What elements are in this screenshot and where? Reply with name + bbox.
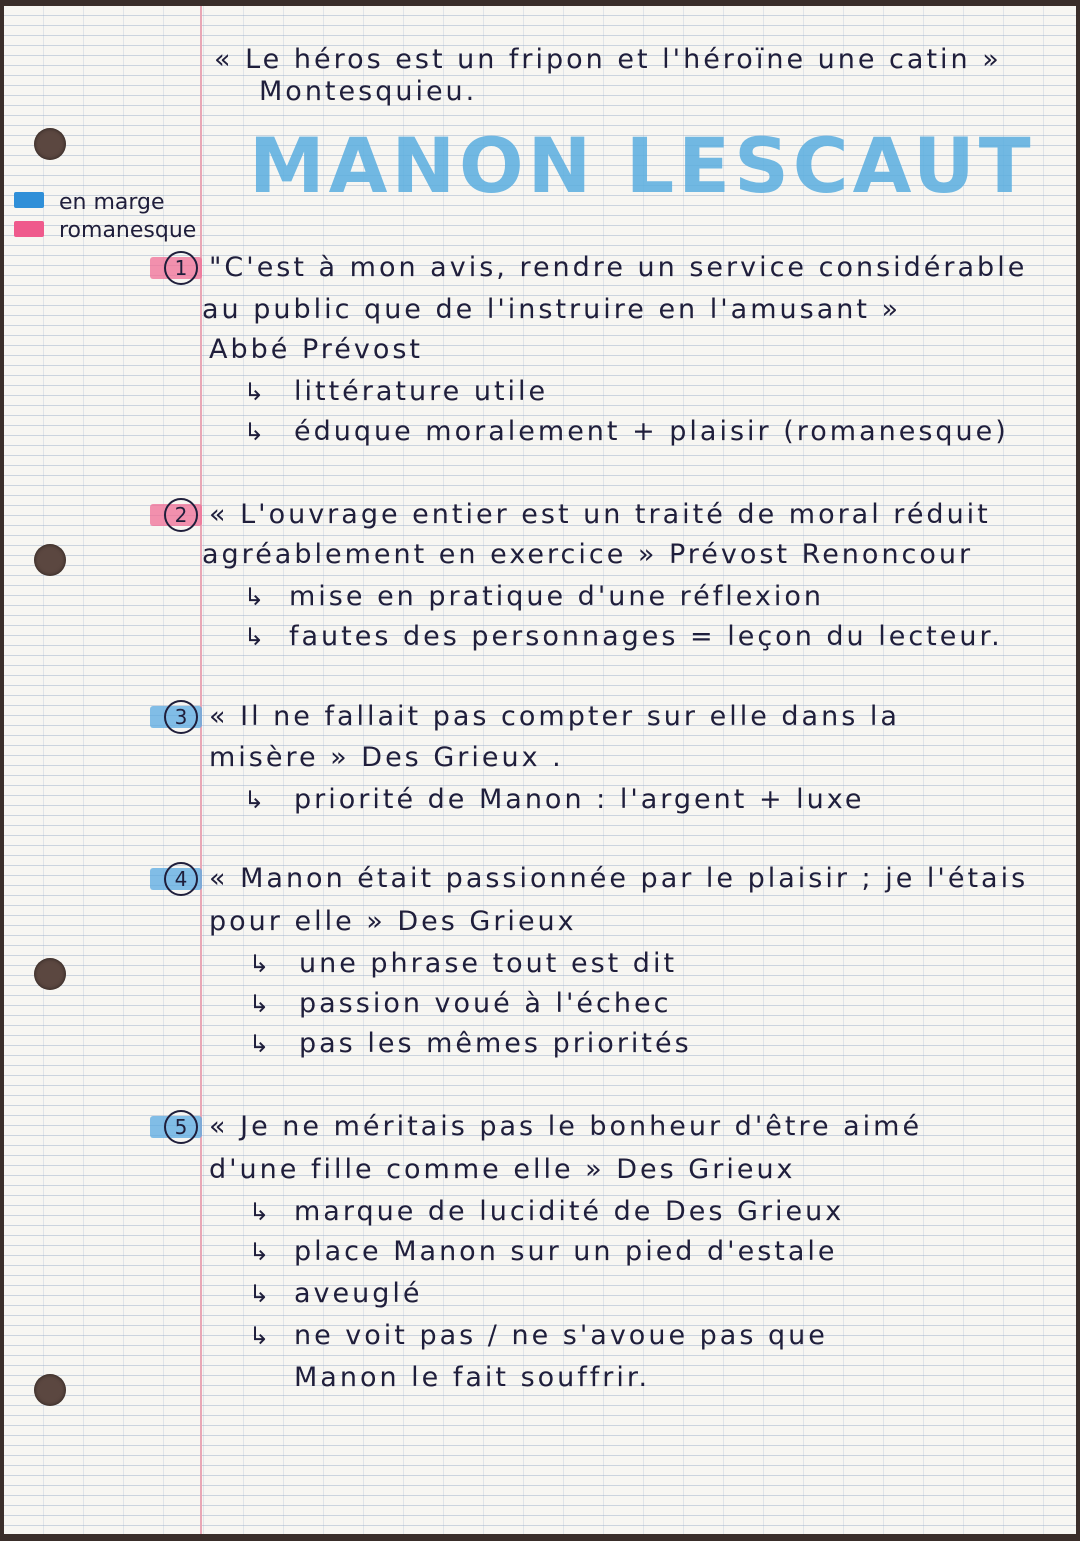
quote-line: « Manon était passionnée par le plaisir ; je l'étais: [209, 863, 1029, 894]
section-number: 2: [164, 498, 198, 532]
arrow-icon: ↳: [249, 1030, 270, 1058]
quote-line: misère » Des Grieux .: [209, 742, 564, 773]
bullet-point: Manon le fait souffrir.: [294, 1362, 651, 1393]
arrow-icon: ↳: [244, 418, 265, 446]
bullet-point: fautes des personnages = leçon du lecteur.: [289, 621, 1003, 652]
margin-line: [200, 6, 202, 1534]
arrow-icon: ↳: [249, 1322, 270, 1350]
quote-line: « L'ouvrage entier est un traité de moral réduit: [209, 499, 991, 530]
bullet-point: passion voué à l'échec: [299, 988, 672, 1019]
legend-label: romanesque: [59, 218, 197, 243]
legend-label: en marge: [59, 190, 165, 215]
quote-line: pour elle » Des Grieux: [209, 906, 577, 937]
bullet-point: une phrase tout est dit: [299, 948, 678, 979]
arrow-icon: ↳: [244, 583, 265, 611]
arrow-icon: ↳: [244, 623, 265, 651]
quote-author: Abbé Prévost: [209, 334, 424, 365]
section-number: 5: [164, 1110, 198, 1144]
quote-line: « Il ne fallait pas compter sur elle dans la: [209, 701, 900, 732]
bullet-point: éduque moralement + plaisir (romanesque): [294, 416, 1009, 447]
arrow-icon: ↳: [249, 1198, 270, 1226]
page-title: MANON LESCAUT: [249, 121, 1035, 210]
punch-hole: [34, 544, 66, 576]
arrow-icon: ↳: [249, 1280, 270, 1308]
bullet-point: priorité de Manon : l'argent + luxe: [294, 784, 865, 815]
arrow-icon: ↳: [249, 990, 270, 1018]
quote-line: agréablement en exercice » Prévost Renoncour: [202, 539, 974, 570]
notebook-page: [4, 6, 1076, 1534]
quote-line: « Je ne méritais pas le bonheur d'être aimé: [209, 1111, 923, 1142]
section-number: 3: [164, 700, 198, 734]
bullet-point: pas les mêmes priorités: [299, 1028, 692, 1059]
arrow-icon: ↳: [244, 786, 265, 814]
section-number: 4: [164, 862, 198, 896]
bullet-point: littérature utile: [294, 376, 549, 407]
bullet-point: place Manon sur un pied d'estale: [294, 1236, 838, 1267]
epigraph-author: Montesquieu.: [259, 76, 478, 107]
arrow-icon: ↳: [244, 378, 265, 406]
punch-hole: [34, 958, 66, 990]
bullet-point: marque de lucidité de Des Grieux: [294, 1196, 845, 1227]
bullet-point: ne voit pas / ne s'avoue pas que: [294, 1320, 828, 1351]
punch-hole: [34, 1374, 66, 1406]
bullet-point: mise en pratique d'une réflexion: [289, 581, 825, 612]
legend-swatch-blue: [14, 192, 44, 208]
section-number: 1: [164, 251, 198, 285]
arrow-icon: ↳: [249, 1238, 270, 1266]
quote-line: "C'est à mon avis, rendre un service considérable: [209, 252, 1028, 283]
punch-hole: [34, 128, 66, 160]
quote-line: d'une fille comme elle » Des Grieux: [209, 1154, 796, 1185]
arrow-icon: ↳: [249, 950, 270, 978]
bullet-point: aveuglé: [294, 1278, 423, 1309]
legend-swatch-pink: [14, 221, 44, 237]
quote-line: au public que de l'instruire en l'amusant »: [202, 294, 902, 325]
epigraph-quote: « Le héros est un fripon et l'héroïne une catin »: [214, 44, 1002, 75]
